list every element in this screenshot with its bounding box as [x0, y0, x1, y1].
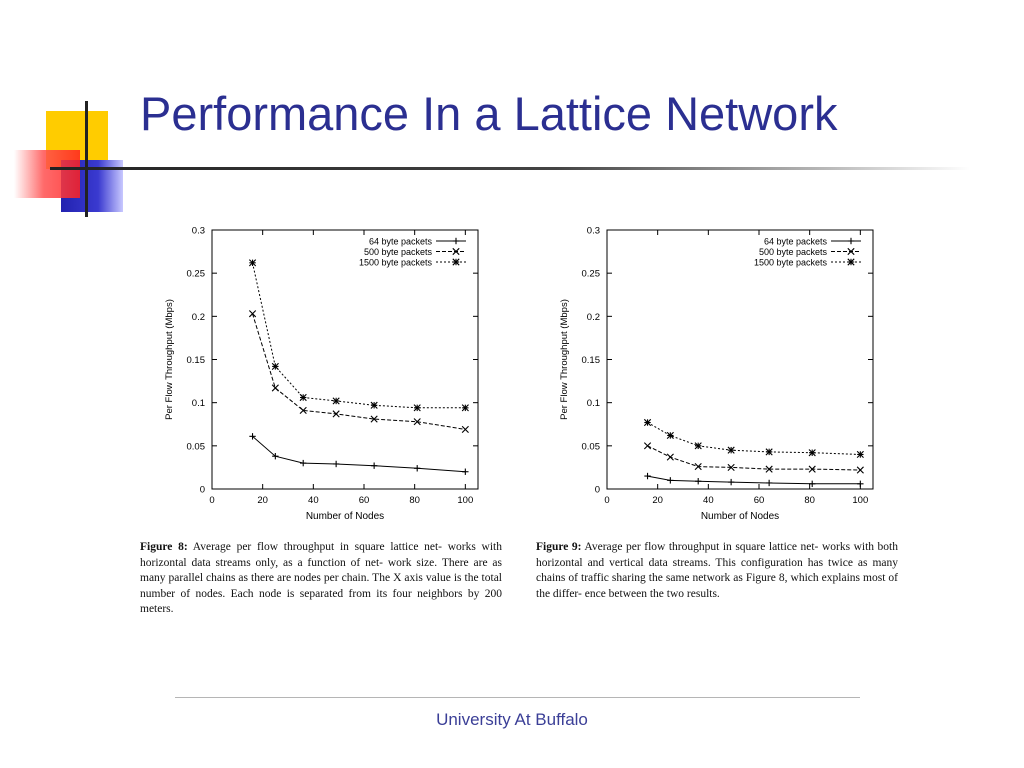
- caption-line: works with horizontal data streams only, as a function of net-: [140, 541, 503, 569]
- y-axis-label: Per Flow Throughput (Mbps): [164, 299, 175, 420]
- data-point: [644, 473, 650, 479]
- legend-label: 64 byte packets: [763, 236, 827, 247]
- data-point: [857, 467, 863, 473]
- data-point: [667, 477, 673, 483]
- deco-horizontal-line: [50, 167, 970, 170]
- data-point: [857, 481, 863, 487]
- legend-marker: [453, 238, 459, 244]
- legend-marker: [453, 248, 459, 254]
- x-tick-label: 40: [703, 495, 714, 506]
- y-tick-label: 0.05: [581, 441, 600, 453]
- caption-line: configuration has twice as many chains of traffic sharing the: [536, 556, 898, 585]
- data-point: [414, 465, 420, 471]
- y-tick-label: 0.1: [586, 398, 600, 410]
- data-point: [695, 443, 701, 449]
- y-tick-label: 0.2: [191, 311, 205, 323]
- x-tick-label: 0: [209, 495, 215, 506]
- x-axis-label: Number of Nodes: [305, 511, 385, 522]
- y-tick-label: 0: [199, 484, 205, 496]
- legend-label: 500 byte packets: [758, 246, 827, 257]
- data-point: [857, 451, 863, 457]
- data-point: [728, 479, 734, 485]
- caption-line: per chain. The X axis value is the total number of nodes. Each: [140, 572, 502, 600]
- data-point: [667, 454, 673, 460]
- series-line-2: [253, 263, 466, 408]
- caption-line: work size. There are as many parallel chains as there are nodes: [140, 556, 503, 585]
- figure-8-caption-label: Figure 8:: [140, 541, 188, 553]
- x-tick-label: 60: [358, 495, 370, 506]
- data-point: [766, 480, 772, 486]
- data-point: [462, 426, 468, 432]
- data-point: [462, 469, 468, 475]
- y-tick-label: 0.25: [186, 268, 205, 280]
- y-tick-label: 0: [594, 484, 600, 496]
- x-tick-label: 80: [409, 495, 420, 506]
- caption-line: node is separated from its four neighbors by 200 meters.: [140, 587, 502, 616]
- legend-marker: [453, 259, 459, 265]
- legend-label: 500 byte packets: [363, 246, 432, 257]
- footer-text: University At Buffalo: [436, 710, 588, 729]
- data-point: [728, 447, 734, 453]
- footer-divider: [175, 697, 860, 698]
- series-line-0: [648, 476, 861, 484]
- y-tick-label: 0.2: [586, 311, 600, 323]
- caption-line: Average per flow throughput in square lattice net-: [192, 541, 443, 553]
- deco-red-square: [14, 150, 80, 198]
- x-tick-label: 100: [852, 495, 869, 506]
- legend-label: 64 byte packets: [368, 236, 432, 247]
- data-point: [249, 311, 255, 317]
- caption-line: ence between the two results.: [584, 587, 720, 600]
- data-point: [300, 460, 306, 466]
- legend-marker: [848, 238, 854, 244]
- x-axis-label: Number of Nodes: [700, 511, 780, 522]
- series-line-1: [253, 314, 466, 430]
- data-point: [644, 443, 650, 449]
- legend-marker: [848, 248, 854, 254]
- chart-figure-9: [545, 220, 895, 525]
- y-tick-label: 0.1: [191, 398, 205, 410]
- plot-frame: [607, 230, 873, 489]
- data-point: [371, 402, 377, 408]
- data-point: [272, 363, 278, 369]
- legend-marker: [848, 259, 854, 265]
- data-point: [667, 432, 673, 438]
- chart-figure-8: [150, 220, 500, 525]
- x-tick-label: 60: [753, 495, 765, 506]
- data-point: [333, 461, 339, 467]
- data-point: [766, 449, 772, 455]
- y-tick-label: 0.25: [581, 268, 600, 280]
- figure-9-caption: [536, 540, 898, 602]
- data-point: [644, 419, 650, 425]
- series-line-1: [648, 446, 861, 470]
- data-point: [300, 394, 306, 400]
- caption-line: same network as Figure 8, which explains most of the differ-: [536, 572, 898, 600]
- series-line-0: [253, 436, 466, 471]
- x-tick-label: 20: [257, 495, 268, 506]
- legend-label: 1500 byte packets: [753, 257, 827, 268]
- x-tick-label: 0: [604, 495, 610, 506]
- y-tick-label: 0.15: [581, 355, 600, 366]
- data-point: [462, 405, 468, 411]
- data-point: [249, 260, 255, 266]
- series-line-2: [648, 423, 861, 455]
- data-point: [371, 462, 377, 468]
- data-point: [809, 450, 815, 456]
- x-tick-label: 40: [308, 495, 319, 506]
- y-tick-label: 0.3: [191, 225, 205, 237]
- y-tick-label: 0.3: [586, 225, 600, 237]
- x-tick-label: 100: [457, 495, 474, 506]
- data-point: [272, 385, 278, 391]
- data-point: [695, 478, 701, 484]
- data-point: [414, 405, 420, 411]
- legend-label: 1500 byte packets: [358, 257, 432, 268]
- figure-9-caption-label: Figure 9:: [536, 541, 582, 553]
- x-tick-label: 80: [804, 495, 815, 506]
- caption-line: works with both horizontal and vertical data streams. This: [536, 541, 899, 569]
- figure-8-caption: [140, 540, 502, 618]
- plot-frame: [212, 230, 478, 489]
- data-point: [333, 398, 339, 404]
- y-tick-label: 0.15: [186, 355, 205, 366]
- caption-line: Average per flow throughput in square lattice net-: [584, 541, 819, 553]
- x-tick-label: 20: [652, 495, 663, 506]
- deco-vertical-line: [85, 101, 88, 217]
- slide-title: Performance In a Lattice Network: [140, 87, 838, 140]
- y-tick-label: 0.05: [186, 441, 205, 453]
- y-axis-label: Per Flow Throughput (Mbps): [559, 299, 570, 420]
